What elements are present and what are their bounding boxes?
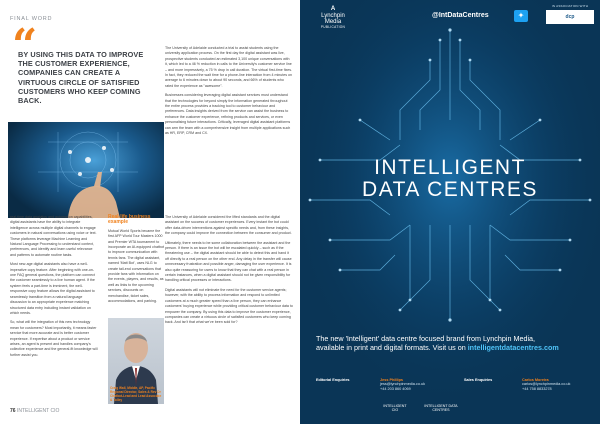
sales-enquiries <box>464 378 492 382</box>
association-logo: dcp <box>546 10 594 24</box>
article-column-top-right <box>165 46 293 141</box>
publisher-mark: A <box>330 6 336 12</box>
section-label: FINAL WORD <box>10 16 53 22</box>
association-label: IN ASSOCIATION WITH <box>551 4 589 8</box>
editorial-phone: +44 203 860 4069 <box>380 387 411 391</box>
editorial-email[interactable]: jess@lynchpinmedia.co.uk <box>380 382 426 386</box>
page-folio <box>10 408 59 414</box>
article-column-2 <box>108 215 164 309</box>
twitter-icon[interactable]: ✦ <box>514 10 528 22</box>
advert-page <box>300 0 600 424</box>
circuit-board-background <box>300 0 600 424</box>
section-heading: Real-life business example <box>108 214 151 226</box>
paragraph: So, what will the integration of this new technology mean for customers? Most importantly, it means faster service that more accurate and is better customer experience. If expertise about a product or service arises, an agent is present and handles company's collective experience and the general-fit knowledge will further assist you. <box>10 320 98 357</box>
sales-label: Sales Enquiries <box>464 378 493 382</box>
editorial-contact <box>380 378 425 392</box>
publisher-sub: PUBLICATION <box>320 25 346 29</box>
advert-tagline <box>316 334 588 353</box>
association-block <box>544 4 596 24</box>
folio-publication: INTELLIGENT CIO <box>16 408 60 414</box>
publisher-logo <box>316 6 350 29</box>
footer-logo-cio: INTELLIGENT CIO <box>383 404 407 413</box>
hand-tech-illustration <box>8 122 164 218</box>
page-number: 76 <box>10 408 16 414</box>
sales-contact <box>522 378 570 392</box>
portrait-caption: Craig Wall, Middle, AP, Pacific Regional Director, Sales & Rev Dr Chatbot-Lead and Lead Associate & Tolley <box>110 386 162 402</box>
editorial-label: Editorial Enquiries <box>316 378 350 382</box>
twitter-handle[interactable]: @IntDataCentres <box>432 12 489 19</box>
paragraph: Mutual World Sports became the first AFP World Tour Masters 1000 and Premier WTA tournament to incorporate an AI-equipped chatbot to improve communication with tennis fans. The digital assistant, named 'Matt Bot', uses NLG to create tail-end conversations that provide fans with information on the events, players, and results, as well as links to the upcoming services, discounts on merchandise, ticket sales, accommodations, and parking. <box>108 228 164 304</box>
quote-mark-icon: “ <box>12 20 38 71</box>
sales-phone: +44 758 8833278 <box>522 387 552 391</box>
editorial-name: Jess Phillips <box>380 378 404 382</box>
sales-email[interactable]: carlos@lynchpinmedia.co.uk <box>522 382 571 386</box>
paragraph: Most new-age digital assistants also have a well-imperative copy feature. After beginning with one-on-one FAQ general questions, the platform can connect the customer seamlessly to a live human agent. If the system feels a part-time is imminent, the well-responsive copy feature allows the digital assistant to seamlessly transition from a natural language discussion to an appropriate experience matching structured data entry including instant validation on which needs. <box>10 262 95 315</box>
publisher-name: Lynchpin Media <box>321 13 345 25</box>
author-portrait <box>108 318 164 404</box>
paragraph: Digital assistants will not eliminate the need for the customer service agents; however, with the ability to process information and respond to unlimited customers at a much greater speed than a live person, they can enhance customers' buying experience while providing critical customer behaviour data to empower the company. By using this data to improve the customer experience, companies can create a virtuous circle of satisfied customers who keep coming back. And isn't that what we've been sold for? <box>165 287 293 325</box>
paragraph: Businesses considering leveraging digital assistant services must understand that the technologies for beyond simply the information generated throughout the entire process provides a tracking tool to customer behaviour and preferences. Data insights derived from the service can assist the business to enhance the customer experience, refining products and services, or even personalising future interactions. Critically, leveraged digital assistant platforms can arm the team with a comprehensive insight from multiple applications such as HR, ERP, CRM and CX. <box>165 93 291 136</box>
website-link[interactable]: intelligentdatacentres.com <box>467 343 559 353</box>
paragraph: real-time data analytics and automation capabilities, digital assistants have the ability to integrate intelligence across multiple digital channels to engage customers in natural conversations using voice or text. These platforms leverage Machine Learning and Natural Language Processing to understand context, preferences, and identify and learn useful relevance and patterns to automate routine tasks. <box>10 215 97 257</box>
tagline-line-2: available in print and digital formats. Visit us on <box>316 343 468 353</box>
paragraph: The University of Adelaide considered the lifted standards and the digital assistant on the success of customer experiences. Every instant the bot could offer data-driven interventions against specific needs and, from these insights, the company could improve the connection between the consumer and product. <box>165 215 292 236</box>
sales-name: Carlos Moreira <box>522 378 549 382</box>
article-column-1 <box>10 215 98 362</box>
paragraph: The University of Adelaide conducted a trial to assist students using the university application process. On the first day the digital assistant was live, prospective students conducted an estimated 3,100 unique conversations with it, which led to a 46 % reduction in calls to the University's customer service line – and more impressively, a 75 % drop in call duration. The virtual first-time fixes. In fact, they reduced the wait time for a phone-line interaction from 4 minutes on average to 6 minutes down to about 90 seconds, and 66% of students who rated the experience as "awesome". <box>165 46 293 88</box>
magazine-title-line-2: DATA CENTRES <box>362 178 538 201</box>
editorial-enquiries <box>316 378 350 382</box>
footer-logos <box>316 402 588 420</box>
pull-quote: BY USING THIS DATA TO IMPROVE THE CUSTOMER EXPERIENCE, COMPANIES CAN CREATE A VIRTUOUS CIRCLE OF SATISFIED CUSTOMERS WHO KEEP COMING BACK. <box>18 50 144 106</box>
tagline-line-1: The new 'Intelligent' data centre focused brand from Lynchpin Media, <box>316 334 536 343</box>
article-column-3 <box>165 215 293 330</box>
footer-logo-data-centres: INTELLIGENT DATA CENTRES <box>424 404 458 413</box>
paragraph: Ultimately, there needs to be some collaboration between the assistant and the person. If there is an issue the bot will be escalated quickly – such as if the threatening use – the digital assistant should be able to detect this and hand it off directly to a real person on the other end. Any delay in the transfer will cause unnecessary frustration and possible anger, damaging the user experience. It is also quite reassuring for users to know that they can chat with a real person in certain instances, when a digital assistant should not be given responsibility for handling critical processes or interactions. <box>165 240 292 283</box>
magazine-title-line-1: INTELLIGENT <box>374 156 526 179</box>
